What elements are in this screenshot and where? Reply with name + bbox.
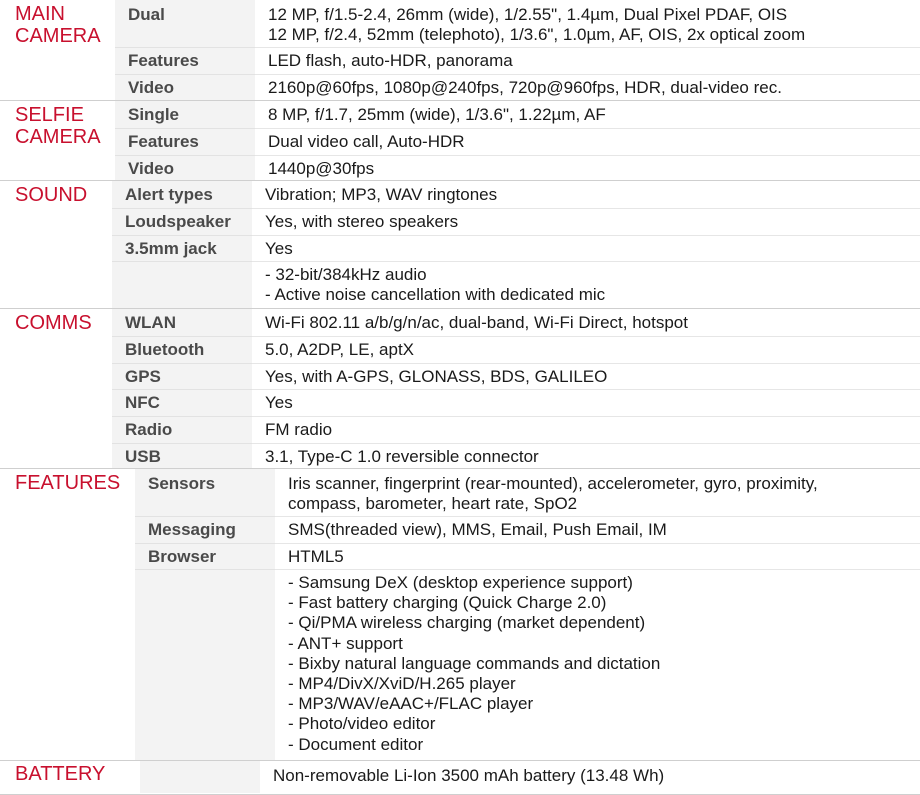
spec-value: Dual video call, Auto-HDR <box>268 132 465 151</box>
spec-value: Wi-Fi 802.11 a/b/g/n/ac, dual-band, Wi-Fi Direct, hotspot <box>265 313 688 332</box>
spec-label: Alert types <box>125 185 213 204</box>
section-main-camera <box>0 0 920 100</box>
spec-value: Yes, with stereo speakers <box>265 212 459 231</box>
spec-label: Single <box>128 105 180 124</box>
spec-value: - 32-bit/384kHz audio - Active noise cancellation with dedicated mic <box>265 265 606 305</box>
spec-label: Features <box>128 132 199 151</box>
spec-row <box>0 543 920 569</box>
spec-value: LED flash, auto-HDR, panorama <box>268 51 513 70</box>
spec-value: 8 MP, f/1.7, 25mm (wide), 1/3.6", 1.22µm, AF <box>268 105 606 124</box>
section-features <box>0 468 920 761</box>
section-title: COMMS <box>15 312 92 334</box>
spec-row <box>0 516 920 543</box>
spec-row <box>0 336 920 363</box>
spec-label: Sensors <box>148 474 216 493</box>
spec-value: SMS(threaded view), MMS, Email, Push Email, IM <box>288 520 667 539</box>
spec-row <box>0 309 920 336</box>
spec-row <box>0 761 920 793</box>
spec-label: USB <box>125 447 161 466</box>
spec-row <box>0 74 920 100</box>
spec-row <box>0 469 920 516</box>
spec-value: Yes <box>265 393 293 412</box>
spec-value: Yes, with A-GPS, GLONASS, BDS, GALILEO <box>265 367 608 386</box>
section-title: BATTERY <box>15 763 106 785</box>
spec-label: Radio <box>125 420 173 439</box>
spec-label: Messaging <box>148 520 236 539</box>
section-battery <box>0 760 920 795</box>
spec-value: 1440p@30fps <box>268 159 375 178</box>
spec-value: 2160p@60fps, 1080p@240fps, 720p@960fps, HDR, dual-video rec. <box>268 78 782 97</box>
spec-value: 12 MP, f/1.5-2.4, 26mm (wide), 1/2.55", 1.4µm, Dual Pixel PDAF, OIS 12 MP, f/2.4, 52mm (telephoto), 1/3.6", 1.0µm, AF, OIS, 2x optical zoom <box>268 5 806 45</box>
spec-value: - Samsung DeX (desktop experience support) - Fast battery charging (Quick Charge 2.0) - Qi/PMA wireless charging (market dependent) - ANT+ support - Bixby natural language commands and dictation - MP4/DivX/XviD/H.265 player - MP3/WAV/eAAC+/FLAC player - Photo/video editor - Document editor <box>288 573 661 754</box>
spec-value: HTML5 <box>288 547 344 566</box>
spec-label: Browser <box>148 547 217 566</box>
spec-row <box>0 569 920 761</box>
spec-row <box>0 128 920 155</box>
section-selfie-camera <box>0 100 920 181</box>
spec-row <box>0 363 920 389</box>
spec-label: Loudspeaker <box>125 212 231 231</box>
spec-row <box>0 208 920 235</box>
spec-value: Non-removable Li-Ion 3500 mAh battery (13.48 Wh) <box>273 766 665 785</box>
section-title: SOUND <box>15 184 88 206</box>
spec-value: Iris scanner, fingerprint (rear-mounted), accelerometer, gyro, proximity, compass, barometer, heart rate, SpO2 <box>288 474 818 514</box>
spec-label: Features <box>128 51 199 70</box>
spec-row <box>0 47 920 74</box>
section-sound <box>0 180 920 309</box>
spec-value: Yes <box>265 239 293 258</box>
spec-row <box>0 261 920 309</box>
spec-label: Dual <box>128 5 165 24</box>
spec-label: Video <box>128 78 174 97</box>
section-title: MAIN CAMERA <box>15 3 101 47</box>
spec-row <box>0 235 920 261</box>
spec-row <box>0 443 920 469</box>
spec-row <box>0 181 920 208</box>
spec-value: Vibration; MP3, WAV ringtones <box>265 185 498 204</box>
spec-label: Bluetooth <box>125 340 205 359</box>
spec-row <box>0 155 920 181</box>
spec-value: 5.0, A2DP, LE, aptX <box>265 340 415 359</box>
spec-label: WLAN <box>125 313 176 332</box>
spec-row <box>0 416 920 443</box>
spec-label: NFC <box>125 393 160 412</box>
spec-label: 3.5mm jack <box>125 239 217 258</box>
spec-label: Video <box>128 159 174 178</box>
section-comms <box>0 308 920 469</box>
spec-row <box>0 0 920 47</box>
spec-value: 3.1, Type-C 1.0 reversible connector <box>265 447 539 466</box>
section-title: FEATURES <box>15 472 121 494</box>
spec-row <box>0 389 920 416</box>
spec-row <box>0 101 920 128</box>
section-title: SELFIE CAMERA <box>15 104 101 148</box>
spec-label: GPS <box>125 367 161 386</box>
spec-value: FM radio <box>265 420 333 439</box>
